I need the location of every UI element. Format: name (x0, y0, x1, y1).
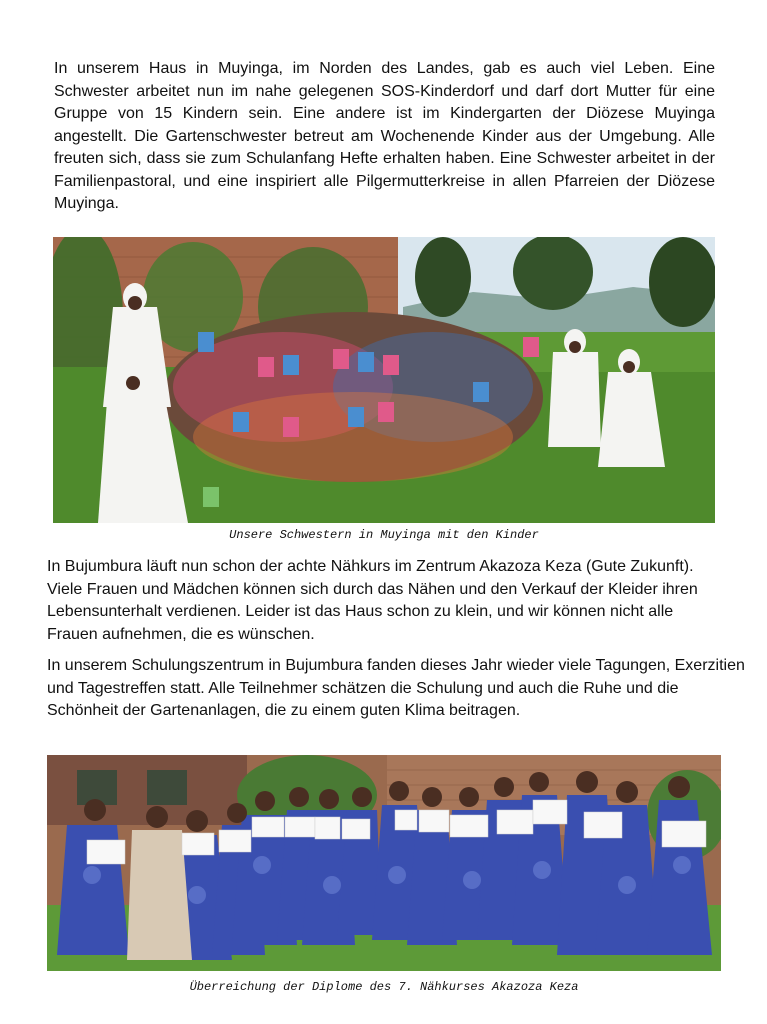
paragraph-bujumbura: In Bujumbura läuft nun schon der achte Nähkurs im Zentrum Akazoza Keza (Gute Zukunft). Viele Frauen und Mädchen können sich durch das Nähen und den Verkauf der Kleider ihren Lebensunterhalt verdienen. Leider ist das Haus schon zu klein, und wir können nicht alle Frauen aufnehmen, die es wünschen. (47, 558, 698, 643)
paragraph-schulungszentrum: In unserem Schulungszentrum in Bujumbura fanden dieses Jahr wieder viele Tagungen, Exerzitien und Tagestreffen statt. Alle Teilnehmer schätzen die Schulung und auch die Ruhe und die Schönheit der Gartenanlagen, die zu einem guten Klima beitragen. (47, 657, 745, 719)
photo-muyinga-children (53, 237, 715, 523)
paragraph-muyinga: In unserem Haus in Muyinga, im Norden des Landes, gab es auch viel Leben. Eine Schwester arbeitet nun im nahe gelegenen SOS-Kinderdorf und darf dort Mutter für eine Gruppe von 15 Kindern sein. Eine andere ist im Kindergarten der Diözese Muyinga angestellt. Die Gartenschwester betreut am Wochenende Kinder aus der Umgebung. Alle freuten sich, dass sie zum Schulanfang Hefte erhalten haben. Eine Schwester arbeitet in der Familienpastoral, und eine inspiriert alle Pilgermutterkreise in allen Pfarreien der Diözese Muyinga. (54, 60, 715, 212)
caption-diploma: Überreichung der Diplome des 7. Nähkurses Akazoza Keza (189, 980, 579, 994)
photo-diploma-ceremony (47, 755, 721, 971)
caption-muyinga: Unsere Schwestern in Muyinga mit den Kinder (229, 528, 539, 542)
